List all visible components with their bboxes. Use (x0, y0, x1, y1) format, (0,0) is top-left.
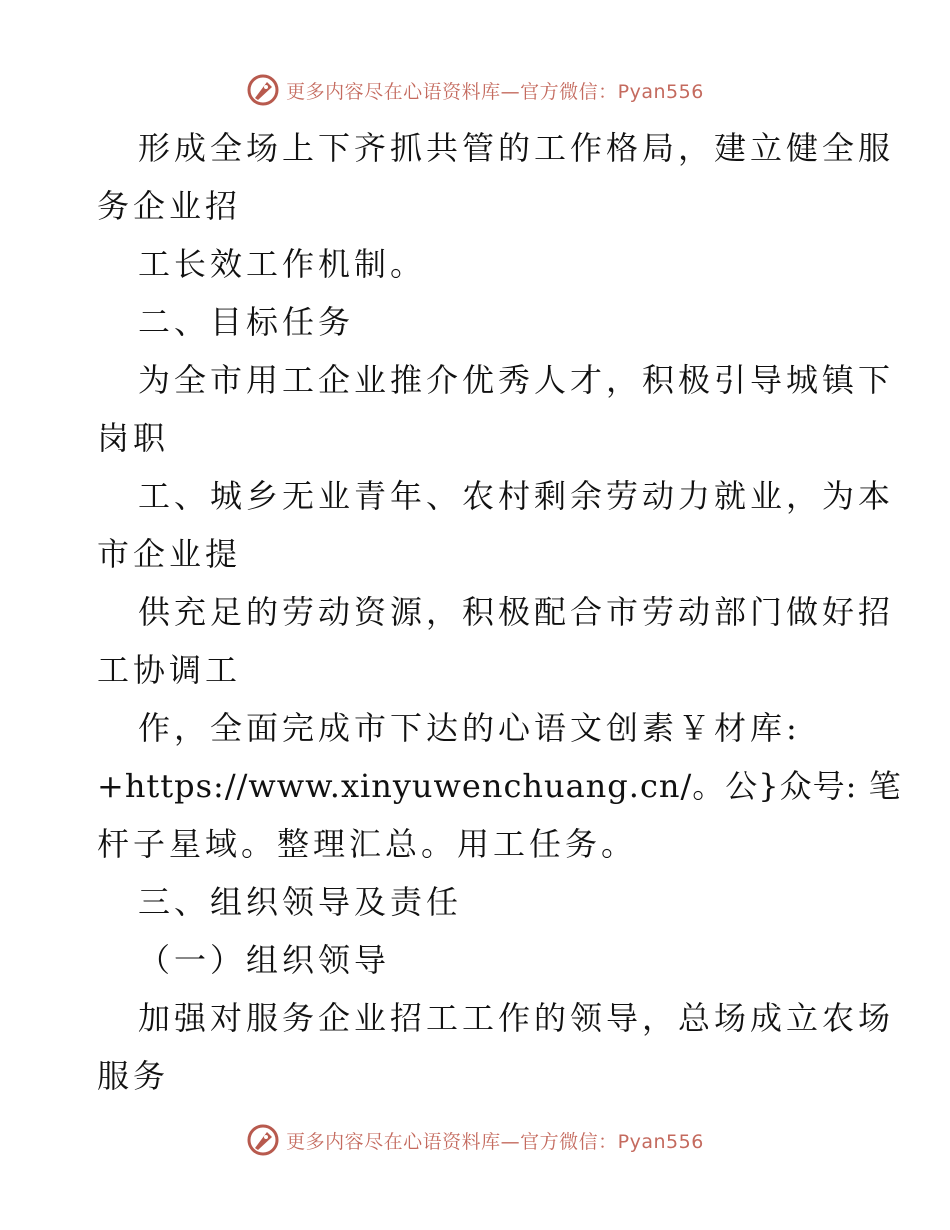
paragraph-line: 作，全面完成市下达的心语文创素￥材库: (138, 709, 801, 747)
paragraph-line: 岗职 (97, 419, 170, 457)
section-heading: 三、组织领导及责任 (138, 883, 463, 921)
paragraph-line: 务企业招 (97, 187, 242, 225)
paragraph-line: 杆子星域。整理汇总。用工任务。 (97, 825, 638, 863)
watermark-text: 更多内容尽在心语资料库—官方微信：Pyan556 (286, 1130, 704, 1153)
footer-watermark (0, 1120, 950, 1160)
paragraph-line: +https://www.xinyuwenchuang.cn/。公}众号: 笔 (97, 767, 902, 805)
section-heading: 二、目标任务 (138, 303, 355, 341)
paragraph-line: 形成全场上下齐抓共管的工作格局，建立健全服 (138, 129, 895, 167)
pen-nib-logo-icon (246, 1123, 280, 1157)
paragraph-line: 服务 (97, 1057, 170, 1095)
paragraph-line: 工协调工 (97, 651, 242, 689)
paragraph-line: 工、城乡无业青年、农村剩余劳动力就业，为本 (138, 477, 895, 515)
paragraph-line: 为全市用工企业推介优秀人才，积极引导城镇下 (138, 361, 895, 399)
paragraph-line: 供充足的劳动资源，积极配合市劳动部门做好招 (138, 593, 895, 631)
paragraph-line: 市企业提 (97, 535, 242, 573)
watermark-text: 更多内容尽在心语资料库—官方微信：Pyan556 (286, 80, 704, 103)
subsection-heading: （一）组织领导 (138, 941, 391, 979)
paragraph-line: 加强对服务企业招工工作的领导，总场成立农场 (138, 999, 895, 1037)
paragraph-line: 工长效工作机制。 (138, 245, 427, 283)
